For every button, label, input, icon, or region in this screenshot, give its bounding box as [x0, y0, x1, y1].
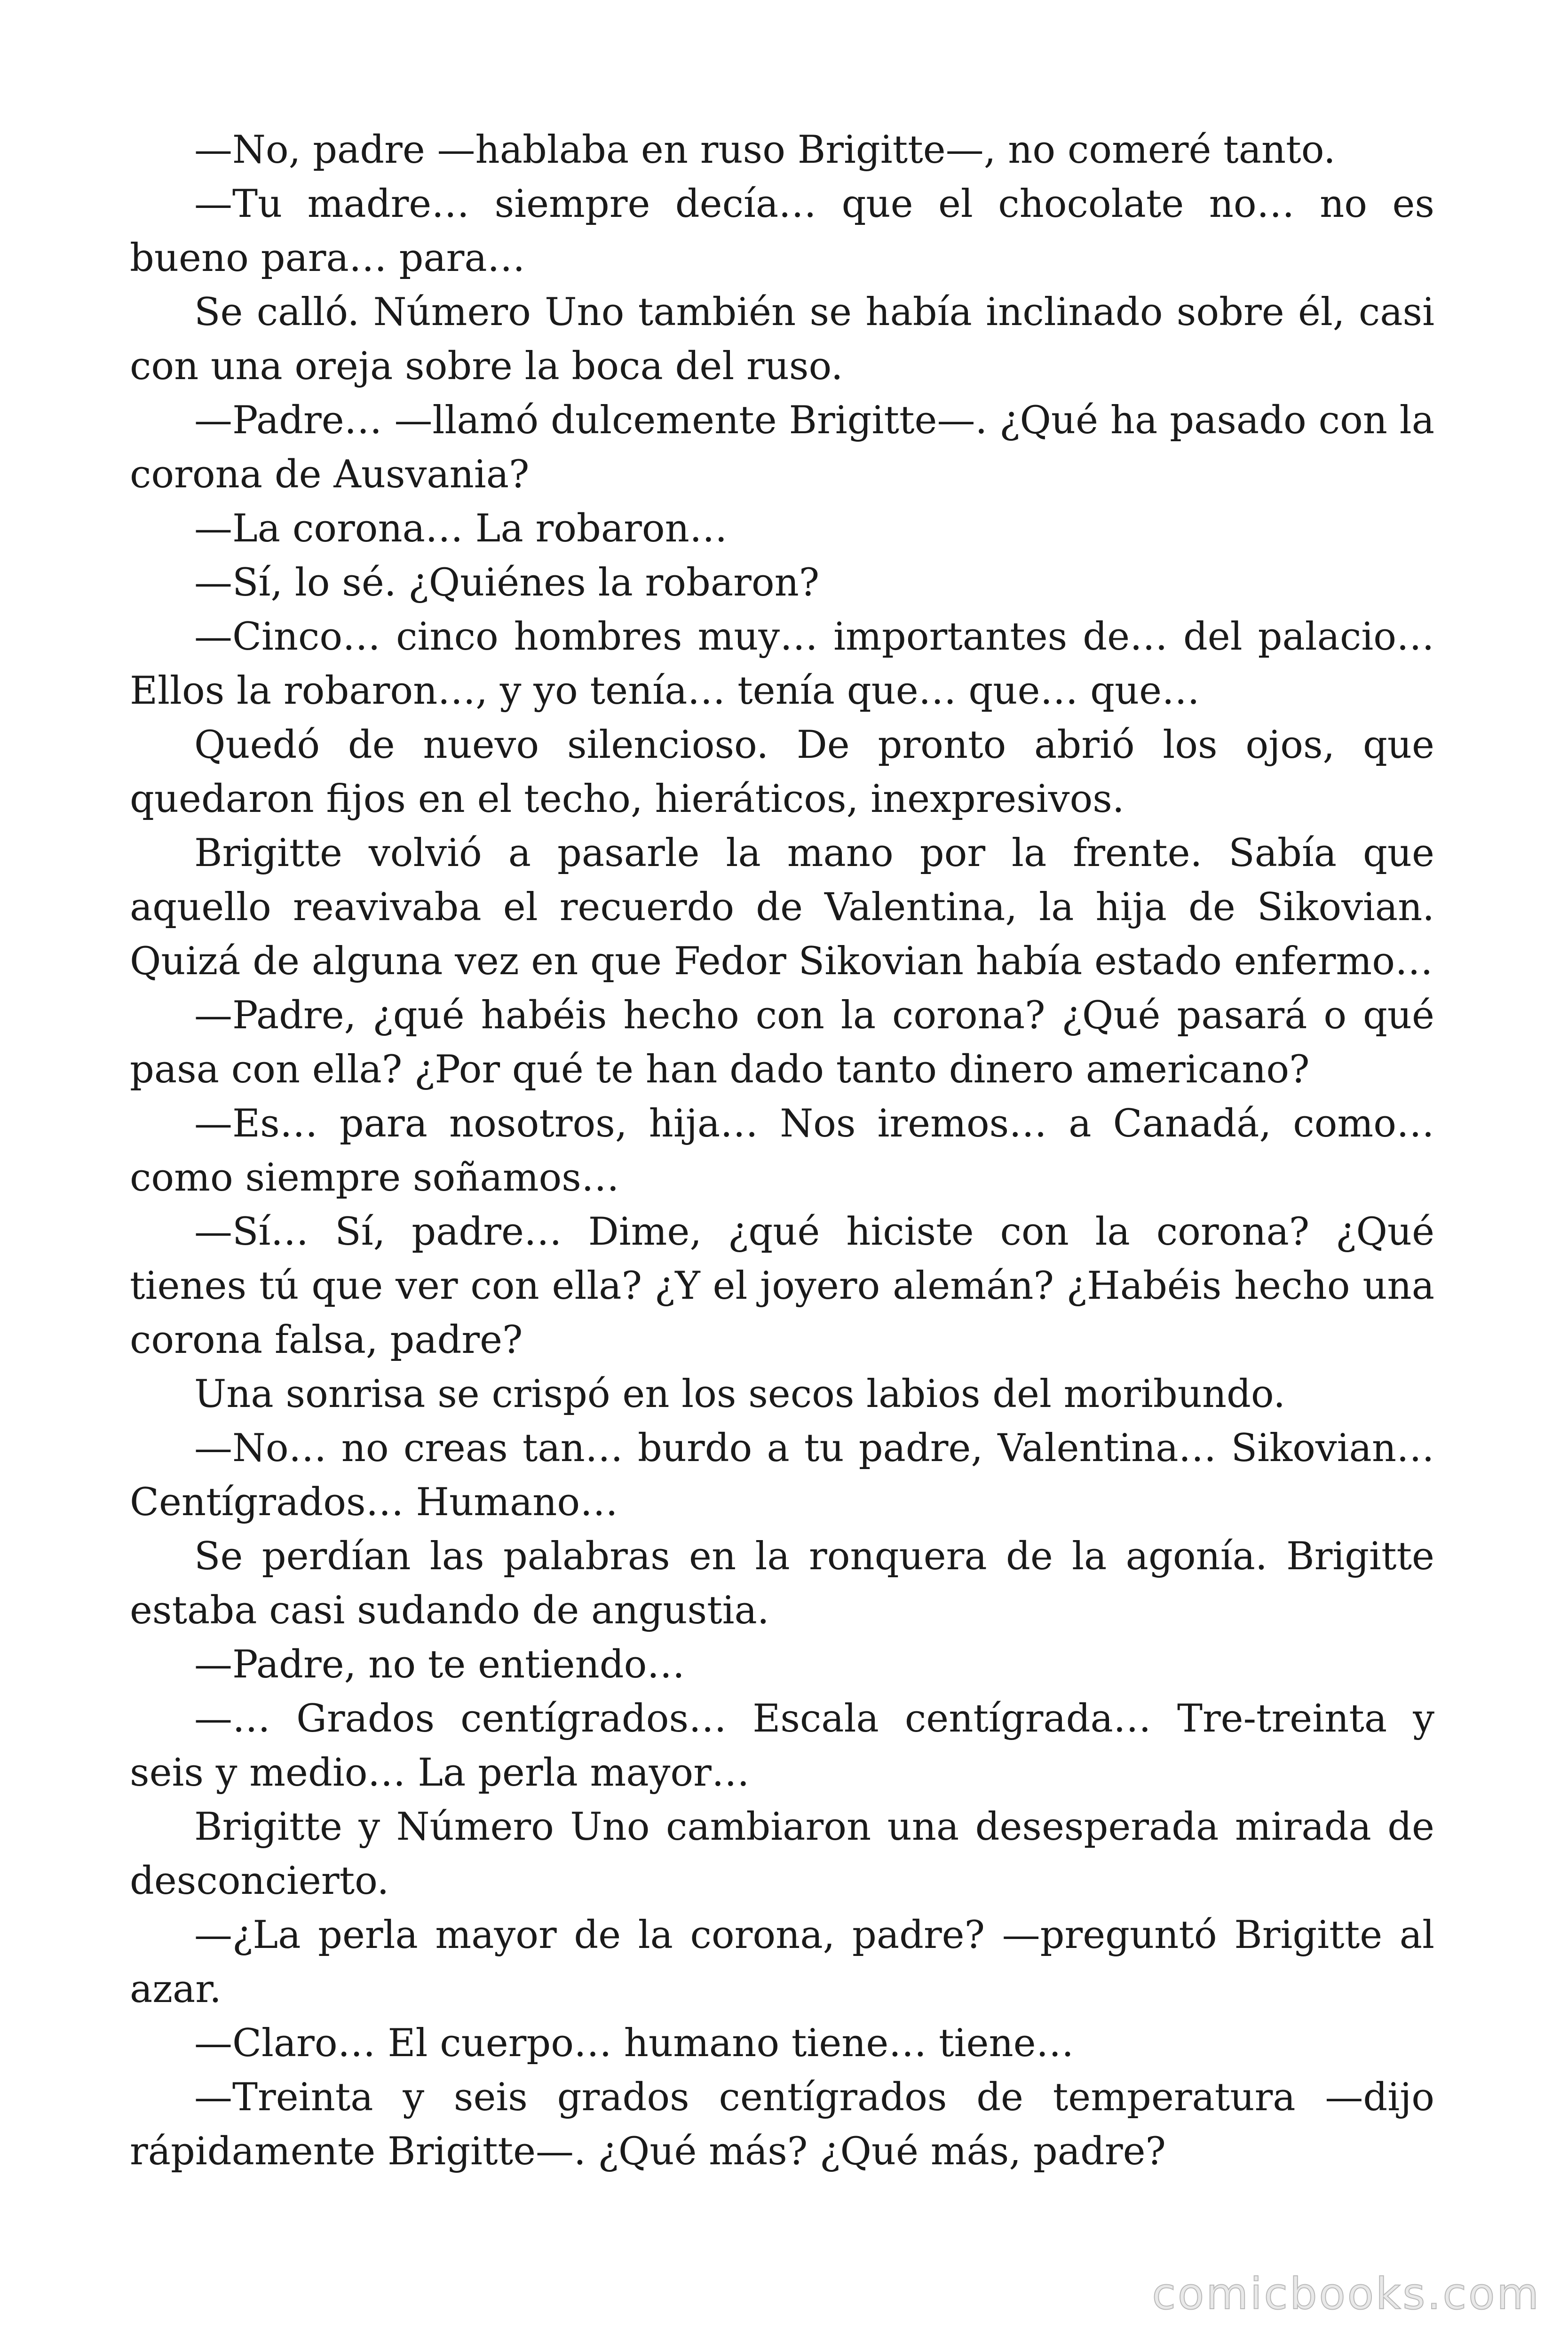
paragraph: —Sí… Sí, padre… Dime, ¿qué hiciste con la corona? ¿Qué tienes tú que ver con ella? ¿Y el joyero alemán? ¿Habéis hecho una corona falsa, padre? — [130, 1210, 1434, 1362]
paragraph: —Padre… —llamó dulcemente Brigitte—. ¿Qué ha pasado con la corona de Ausvania? — [130, 398, 1434, 497]
paragraph: —Padre, no te entiendo… — [194, 1643, 685, 1687]
paragraph: —Claro… El cuerpo… humano tiene… tiene… — [194, 2021, 1074, 2066]
paragraph: Se perdían las palabras en la ronquera de la agonía. Brigitte estaba casi sudando de angustia. — [130, 1534, 1434, 1633]
paragraph: —Sí, lo sé. ¿Quiénes la robaron? — [194, 561, 820, 605]
paragraph: —La corona… La robaron… — [194, 507, 728, 551]
body-text — [130, 123, 1434, 2221]
paragraph: —Cinco… cinco hombres muy… importantes de… del palacio… Ellos la robaron…, y yo tenía… tenía que… que… que… — [130, 615, 1434, 713]
paragraph: Se calló. Número Uno también se había inclinado sobre él, casi con una oreja sobre la boca del ruso. — [130, 290, 1434, 389]
paragraph: —Padre, ¿qué habéis hecho con la corona? ¿Qué pasará o qué pasa con ella? ¿Por qué te han dado tanto dinero americano? — [130, 993, 1434, 1092]
paragraph: —¿La perla mayor de la corona, padre? —preguntó Brigitte al azar. — [130, 1913, 1434, 2011]
paragraph: —Treinta y seis grados centígrados de temperatura —dijo rápidamente Brigitte—. ¿Qué más? ¿Qué más, padre? — [130, 2075, 1434, 2174]
watermark-text: comicbooks.com — [1152, 2269, 1541, 2319]
paragraph: —No… no creas tan… burdo a tu padre, Valentina… Sikovian… Centígrados… Humano… — [130, 1426, 1434, 1525]
paragraph: Quedó de nuevo silencioso. De pronto abrió los ojos, que quedaron fijos en el techo, hieráticos, inexpresivos. — [130, 723, 1434, 821]
paragraph: —Es… para nosotros, hija… Nos iremos… a Canadá, como… como siempre soñamos… — [130, 1102, 1434, 1200]
paragraph: Brigitte y Número Uno cambiaron una desesperada mirada de desconcierto. — [130, 1805, 1434, 1903]
paragraph: —No, padre —hablaba en ruso Brigitte—, no comeré tanto. — [194, 128, 1336, 172]
paragraph: —… Grados centígrados… Escala centígrada… Tre-treinta y seis y medio… La perla mayor… — [130, 1697, 1434, 1795]
paragraph: —Tu madre… siempre decía… que el chocolate no… no es bueno para… para… — [130, 182, 1434, 280]
paragraph: Una sonrisa se crispó en los secos labios del moribundo. — [194, 1372, 1285, 1416]
paragraph: Brigitte volvió a pasarle la mano por la frente. Sabía que aquello reavivaba el recuerdo de Valentina, la hija de Sikovian. Quizá de alguna vez en que Fedor Sikovian había estado enfermo… — [130, 831, 1434, 984]
